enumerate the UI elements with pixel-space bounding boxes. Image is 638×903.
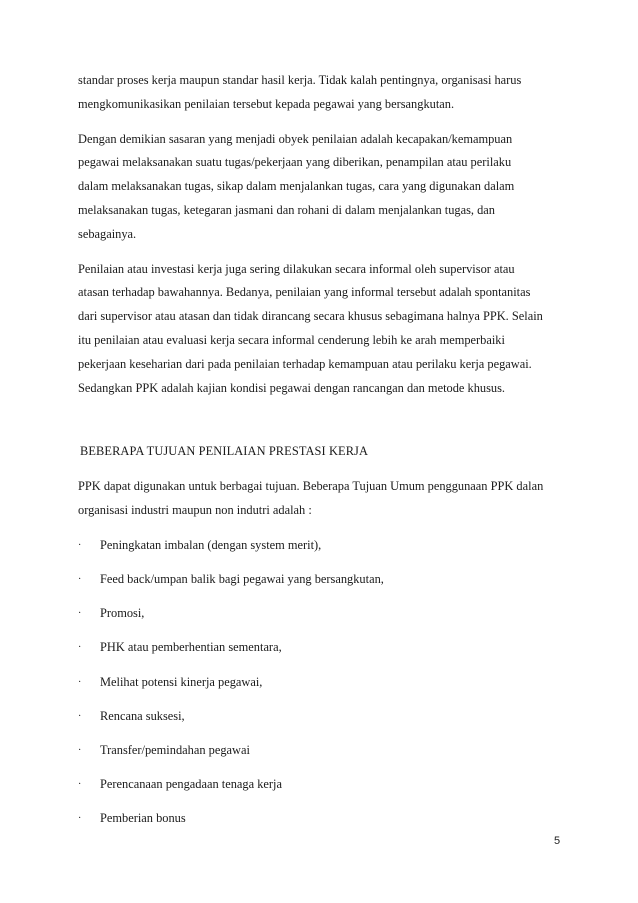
text-line: Dengan demikian sasaran yang menjadi obyek penilaian adalah kecapakan/kemampuan bbox=[78, 131, 513, 146]
text-line: itu penilaian atau evaluasi kerja secara informal cenderung lebih ke arah memperbaiki bbox=[78, 332, 505, 347]
text-line: dalam melaksanakan tugas, sikap dalam menjalankan tugas, cara yang digunakan dalam bbox=[78, 179, 515, 194]
text-line: PPK dapat digunakan untuk berbagai tujuan. Beberapa Tujuan Umum penggunaan PPK dalan bbox=[78, 479, 544, 494]
list-item-text: Feed back/umpan balik bagi pegawai yang bersangkutan, bbox=[100, 571, 384, 586]
bullet-icon: · bbox=[78, 813, 82, 825]
list-item bbox=[78, 705, 570, 729]
page-number: 5 bbox=[554, 835, 561, 847]
paragraph-assessment-targets bbox=[78, 128, 570, 247]
list-item bbox=[78, 534, 570, 558]
text-line: pekerjaan keseharian dari pada penilaian terhadap kemampuan atau perilaku kerja pegawai. bbox=[78, 356, 532, 371]
list-item bbox=[78, 671, 570, 695]
bullet-icon: · bbox=[78, 642, 82, 654]
list-item-text: PHK atau pemberhentian sementara, bbox=[100, 640, 282, 655]
text-line: standar proses kerja maupun standar hasil kerja. Tidak kalah pentingnya, organisasi harus bbox=[78, 73, 522, 87]
paragraph-informal-assessment bbox=[78, 258, 570, 401]
purpose-list bbox=[78, 534, 570, 831]
paragraph-intro bbox=[78, 475, 570, 523]
bullet-icon: · bbox=[78, 779, 82, 791]
text-line: melaksanakan tugas, ketegaran jasmani dan rohani di dalam menjalankan tugas, dan bbox=[78, 202, 496, 217]
section-spacer bbox=[78, 411, 570, 440]
bullet-icon: · bbox=[78, 676, 82, 688]
text-line: mengkomunikasikan penilaian tersebut kepada pegawai yang bersangkutan. bbox=[78, 96, 455, 111]
list-item bbox=[78, 602, 570, 626]
bullet-icon: · bbox=[78, 539, 82, 551]
list-item-text: Melihat potensi kinerja pegawai, bbox=[100, 674, 263, 689]
list-item-text: Peningkatan imbalan (dengan system merit), bbox=[100, 537, 322, 552]
list-item bbox=[78, 739, 570, 763]
text-line: Sedangkan PPK adalah kajian kondisi pegawai dengan rancangan dan metode khusus. bbox=[78, 380, 506, 395]
paragraph-standards bbox=[78, 69, 570, 117]
bullet-icon: · bbox=[78, 710, 82, 722]
text-line: dari supervisor atau atasan dan tidak dirancang secara khusus sebagimana halnya PPK. Selain bbox=[78, 309, 543, 324]
text-line: Penilaian atau investasi kerja juga sering dilakukan secara informal oleh supervisor atau bbox=[78, 261, 515, 276]
list-item-text: Pemberian bonus bbox=[100, 811, 186, 826]
bullet-icon: · bbox=[78, 744, 82, 756]
list-item bbox=[78, 636, 570, 660]
list-item bbox=[78, 807, 570, 831]
list-item-text: Perencanaan pengadaan tenaga kerja bbox=[100, 777, 282, 792]
page-content bbox=[78, 69, 570, 841]
text-line: pegawai melaksanakan suatu tugas/pekerjaan yang diberikan, penampilan atau perilaku bbox=[78, 155, 512, 170]
list-item-text: Transfer/pemindahan pegawai bbox=[100, 742, 250, 757]
list-item bbox=[78, 773, 570, 797]
bullet-icon: · bbox=[78, 608, 82, 620]
text-line: sebagainya. bbox=[78, 226, 137, 241]
list-item-text: Rencana suksesi, bbox=[100, 708, 185, 723]
list-item-text: Promosi, bbox=[100, 606, 145, 621]
bullet-icon: · bbox=[78, 573, 82, 585]
text-line: organisasi industri maupun non indutri adalah : bbox=[78, 502, 312, 517]
list-item bbox=[78, 568, 570, 592]
text-line: atasan terhadap bawahannya. Bedanya, penilaian yang informal tersebut adalah spontanitas bbox=[78, 285, 531, 300]
section-heading: BEBERAPA TUJUAN PENILAIAN PRESTASI KERJA bbox=[80, 444, 369, 459]
